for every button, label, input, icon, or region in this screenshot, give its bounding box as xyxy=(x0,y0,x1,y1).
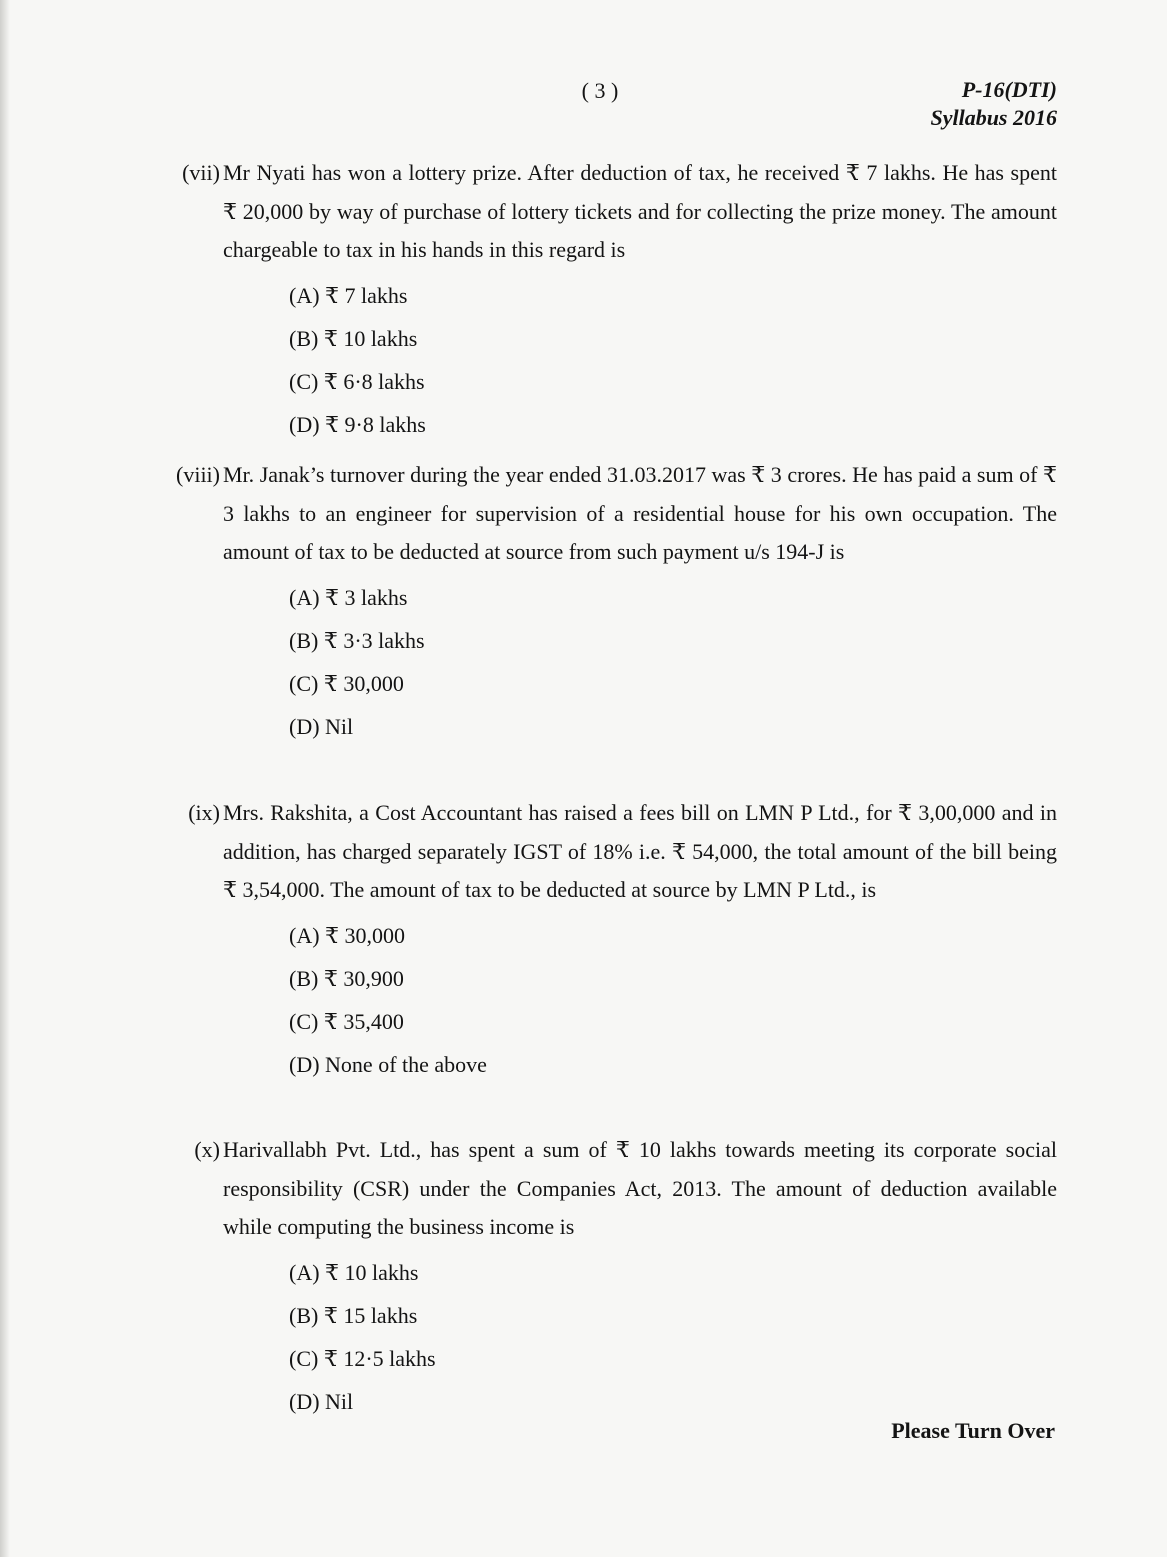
question-text: Mr. Janak’s turnover during the year ended 31.03.2017 was ₹ 3 crores. He has paid a sum of ₹ 3 lakhs to an engineer for supervision of a residential house for his own occupation. The amount of tax to be deducted at source from such payment u/s 194-J is xyxy=(223,462,1057,564)
question-vii xyxy=(160,154,1057,446)
option-d: (D) Nil xyxy=(289,1388,354,1414)
option-d: (D) ₹ 9·8 lakhs xyxy=(289,411,426,437)
option-list xyxy=(289,274,1057,446)
scan-edge-shadow xyxy=(0,0,10,1557)
option-b: (B) ₹ 15 lakhs xyxy=(289,1302,418,1328)
question-text: Harivallabh Pvt. Ltd., has spent a sum of ₹ 10 lakhs towards meeting its corporate social responsibility (CSR) under the Companies Act, 2013. The amount of deduction available while computing the business income is xyxy=(223,1137,1057,1239)
option-b: (B) ₹ 30,900 xyxy=(289,965,404,991)
option-b: (B) ₹ 3·3 lakhs xyxy=(289,627,425,653)
option-a: (A) ₹ 3 lakhs xyxy=(289,584,408,610)
option-c: (C) ₹ 6·8 lakhs xyxy=(289,368,425,394)
option-c: (C) ₹ 12·5 lakhs xyxy=(289,1345,436,1371)
option-b: (B) ₹ 10 lakhs xyxy=(289,325,418,351)
syllabus-label: Syllabus 2016 xyxy=(930,105,1057,130)
question-text: Mr Nyati has won a lottery prize. After deduction of tax, he received ₹ 7 lakhs. He has spent ₹ 20,000 by way of purchase of lottery tickets and for collecting the prize money. The amount chargeable to tax in his hands in this regard is xyxy=(223,160,1057,262)
question-text: Mrs. Rakshita, a Cost Accountant has raised a fees bill on LMN P Ltd., for ₹ 3,00,000 and in addition, has charged separately IGST of 18% i.e. ₹ 54,000, the total amount of the bill being ₹ 3,54,000. The amount of tax to be deducted at source by LMN P Ltd., is xyxy=(223,800,1057,902)
option-c: (C) ₹ 30,000 xyxy=(289,670,404,696)
question-number: (viii) xyxy=(176,462,220,487)
question-viii xyxy=(160,456,1057,748)
option-d: (D) None of the above xyxy=(289,1051,487,1077)
option-c: (C) ₹ 35,400 xyxy=(289,1008,404,1034)
question-number: (ix) xyxy=(188,800,220,825)
option-list xyxy=(289,576,1057,748)
option-list xyxy=(289,1251,1057,1423)
option-a: (A) ₹ 10 lakhs xyxy=(289,1259,419,1285)
option-d: (D) Nil xyxy=(289,713,354,739)
paper-code: P-16(DTI) xyxy=(961,77,1057,102)
option-a: (A) ₹ 7 lakhs xyxy=(289,282,408,308)
question-ix xyxy=(160,794,1057,1086)
option-a: (A) ₹ 30,000 xyxy=(289,922,406,948)
question-number: (x) xyxy=(194,1137,220,1162)
question-number: (vii) xyxy=(182,160,220,185)
option-list xyxy=(289,914,1057,1086)
paper-header xyxy=(930,76,1057,132)
question-x xyxy=(160,1131,1057,1423)
please-turn-over: Please Turn Over xyxy=(891,1418,1055,1443)
page-number: ( 3 ) xyxy=(581,78,619,103)
